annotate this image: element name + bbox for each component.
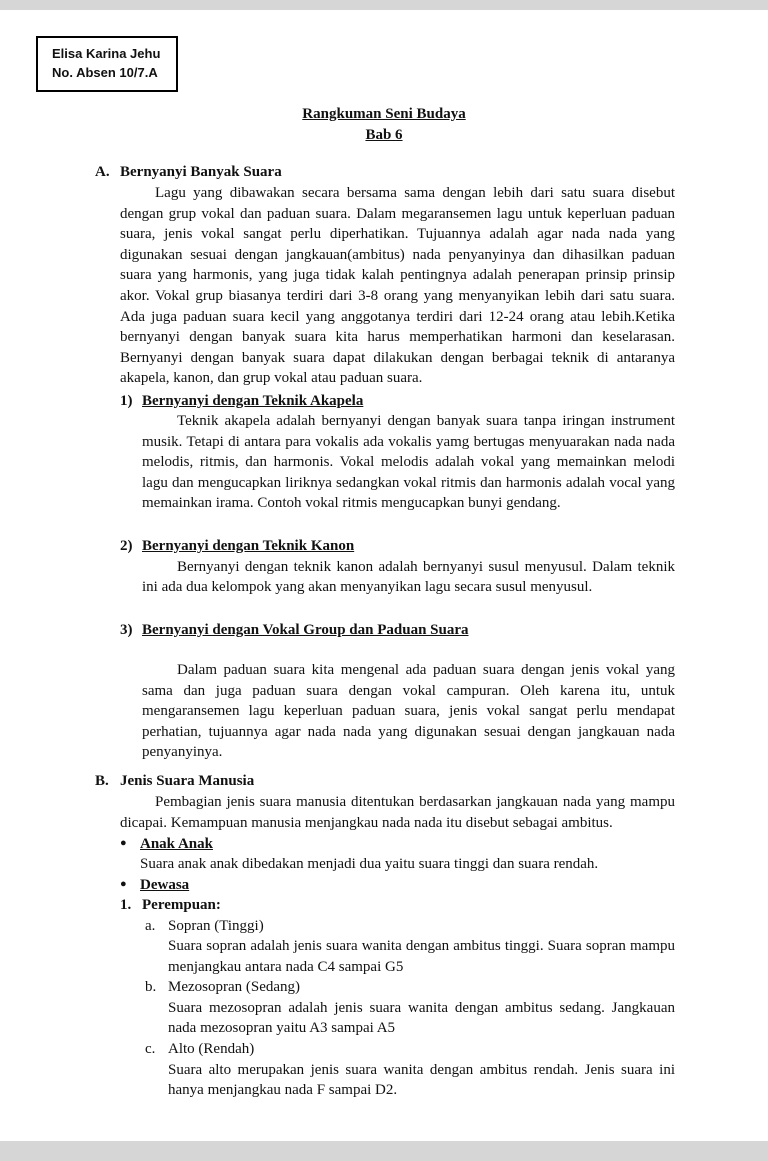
bullet-anak-body: Suara anak anak dibedakan menjadi dua yaitu suara tinggi dan suara rendah. — [140, 856, 599, 873]
alto-title: Alto (Rendah) — [168, 1041, 255, 1058]
section-a-heading — [95, 162, 675, 183]
document-title-block — [0, 104, 768, 146]
item-3-heading-row — [120, 620, 675, 641]
bullet-dewasa-row — [120, 875, 675, 896]
bullet-anak-anak — [120, 834, 675, 875]
item-1-heading: Bernyanyi dengan Teknik Akapela — [142, 392, 364, 409]
sopran-body: Suara sopran adalah jenis suara wanita dengan ambitus tinggi. Suara sopran mampu menjangkau antara nada C4 sampai G5 — [168, 938, 675, 975]
alto-heading-row — [145, 1039, 675, 1060]
voice-item-sopran — [145, 916, 675, 978]
sopran-heading-row — [145, 916, 675, 937]
bullet-anak-heading: Anak Anak — [140, 835, 213, 852]
item-3-number: 3) — [120, 621, 133, 638]
perempuan-heading-row — [120, 895, 675, 916]
spacer — [120, 640, 675, 660]
mezosopran-letter: b. — [145, 979, 157, 996]
perempuan-heading: Perempuan: — [142, 897, 221, 914]
spacer — [95, 763, 675, 771]
item-3-body: Dalam paduan suara kita mengenal ada paduan suara dengan jenis vokal yang sama dan juga paduan suara dengan vokal campuran. Oleh karena itu, untuk mengaransemen lagu keperluan paduan suara, jenis vokal sangat perlu mendapat perhatian, tujuannya agar nada nada yang digunakan sesuai dengan jangkauan nada penyanyinya. — [142, 662, 675, 761]
sopran-letter: a. — [145, 917, 156, 934]
list-item-vokal-group — [120, 620, 675, 763]
item-3-heading: Bernyanyi dengan Vokal Group dan Paduan Suara — [142, 621, 469, 638]
student-name-box — [36, 36, 178, 92]
item-1-body: Teknik akapela adalah bernyanyi dengan banyak suara tanpa iringan instrument musik. Tetapi di antara para vokalis ada vokalis yamg bertugas menyuarakan nada nada melodis, ritmis, dan harmonis. Vokal melodis adalah vokal yang memainkan melodi lagu dan mengucapkan liriknya sedangkan vokal ritmis dan harmonis adalah vocal yang memainkan irama. Contoh vokal ritmis mengucapkan bunyi gendang. — [142, 413, 675, 512]
document-content — [0, 146, 768, 1101]
item-2-heading-row — [120, 536, 675, 557]
spacer — [95, 514, 675, 534]
student-name: Elisa Karina Jehu — [52, 46, 161, 61]
item-1-number: 1) — [120, 392, 133, 409]
voice-item-alto — [145, 1039, 675, 1101]
section-b-intro: Pembagian jenis suara manusia ditentukan berdasarkan jangkauan nada yang mampu dicapai. Kemampuan manusia menjangkau nada nada itu disebut sebagai ambitus. — [120, 794, 675, 831]
section-a-heading-text: Bernyanyi Banyak Suara — [120, 163, 282, 180]
item-2-heading: Bernyanyi dengan Teknik Kanon — [142, 537, 355, 554]
mezosopran-body: Suara mezosopran adalah jenis suara wanita dengan ambitus sedang. Jangkauan nada mezosopran yaitu A3 sampai A5 — [168, 999, 675, 1037]
document-title: Rangkuman Seni Budaya — [302, 105, 466, 122]
section-b-heading — [95, 771, 675, 792]
alto-letter: c. — [145, 1041, 156, 1058]
mezosopran-title: Mezosopran (Sedang) — [168, 979, 301, 996]
bullet-icon: ● — [120, 836, 127, 849]
bullet-anak-row — [120, 834, 675, 855]
item-2-body: Bernyanyi dengan teknik kanon adalah bernyanyi susul menyusul. Dalam teknik ini ada dua kelompok yang akan menyanyikan lagu secara susul menyusul. — [142, 558, 675, 596]
section-a-label: A. — [95, 163, 110, 180]
sopran-title: Sopran (Tinggi) — [168, 917, 264, 934]
list-item-kanon — [120, 536, 675, 598]
section-b-heading-text: Jenis Suara Manusia — [120, 772, 255, 789]
student-absen: No. Absen 10/7.A — [52, 64, 158, 80]
section-a-intro: Lagu yang dibawakan secara bersama sama dengan lebih dari satu suara disebut dengan grup vokal dan paduan suara. Dalam megaransemen lagu untuk keperluan paduan suara, jenis vokal sangat perlu diperhatikan. Tujuannya adalah agar nada nada yang digunakan sesuai dengan jangkauan(ambitus) nada penyanyinya dan dihasilkan paduan suara yang harmonis, yang juga tidak kalah pentingnya adalah penerapan prinsip prinsip akor. Vokal grup biasanya terdiri dari 3-8 orang yang menyanyikan lebih dari satu suara. Ada juga paduan suara kecil yang anggotanya terdiri dari 12-24 orang atau lebih.Ketika bernyanyi dengan banyak suara kita harus memperhatikan harmoni dan keselarasan. Bernyanyi dengan banyak suara dapat dilakukan dengan berbagai teknik di antaranya akapela, kanon, dan grup vokal atau paduan suara. — [120, 185, 675, 387]
document-page — [0, 10, 768, 1141]
list-item-akapela — [120, 391, 675, 514]
document-subtitle: Bab 6 — [365, 126, 403, 143]
bullet-dewasa-heading: Dewasa — [140, 876, 190, 893]
section-b-label: B. — [95, 772, 109, 789]
spacer — [95, 598, 675, 618]
item-2-number: 2) — [120, 537, 133, 554]
perempuan-number: 1. — [120, 897, 132, 914]
item-1-heading-row — [120, 391, 675, 412]
bullet-icon: ● — [120, 877, 127, 890]
voice-item-mezosopran — [145, 977, 675, 1039]
alto-body: Suara alto merupakan jenis suara wanita dengan ambitus rendah. Jenis suara ini hanya menjangkau nada F sampai D2. — [168, 1061, 675, 1099]
bullet-dewasa — [120, 875, 675, 896]
mezosopran-heading-row — [145, 977, 675, 998]
